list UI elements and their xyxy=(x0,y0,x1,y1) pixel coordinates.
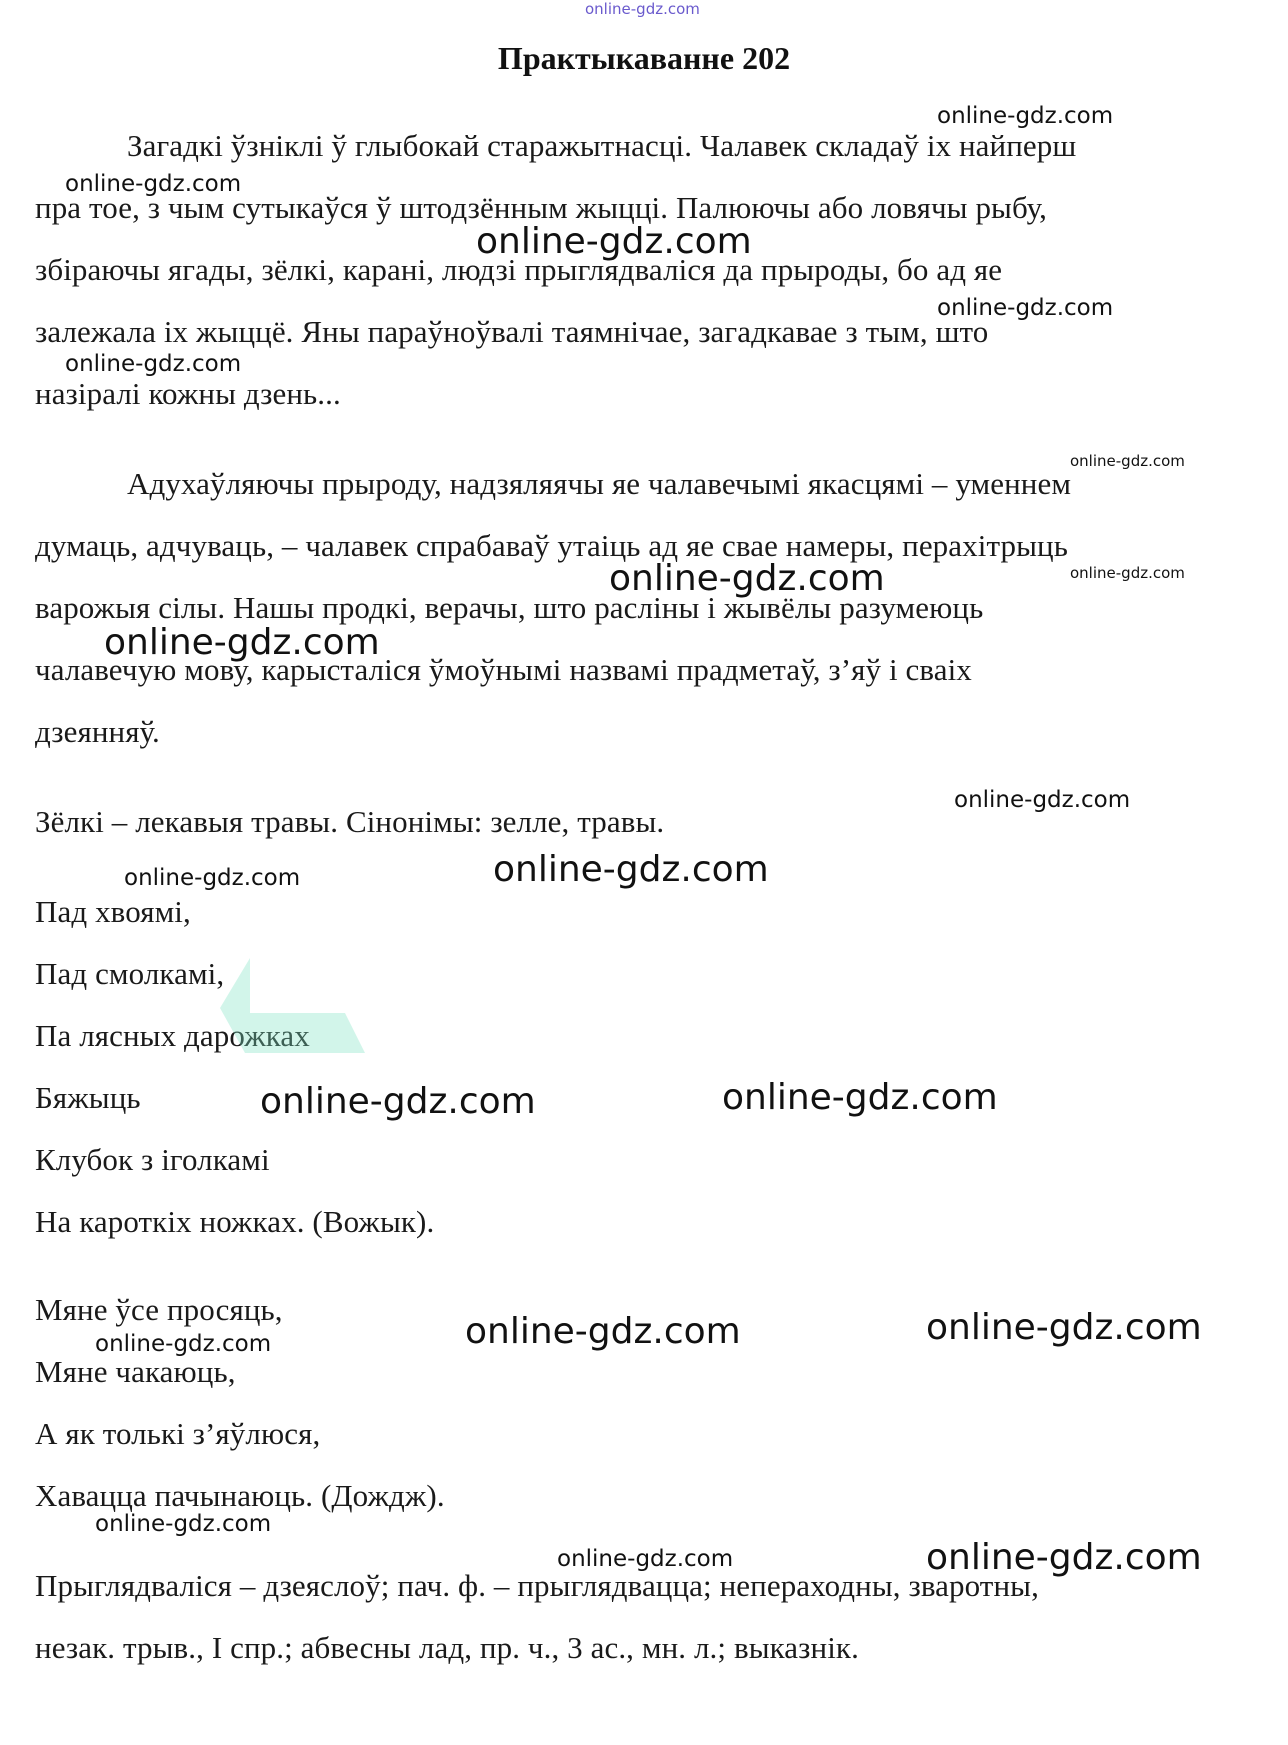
watermark: online-gdz.com xyxy=(124,865,301,891)
watermark: online-gdz.com xyxy=(65,351,242,377)
riddle2-line: А як толькі з’яўлюся, xyxy=(35,1416,321,1451)
riddle1-line: Пад смолкамі, xyxy=(35,956,225,991)
watermark: online-gdz.com xyxy=(609,558,885,599)
paragraph1-line: збіраючы ягады, зёлкі, карані, людзі прыглядваліся да прыроды, бо ад яе xyxy=(35,252,1003,287)
watermark: online-gdz.com xyxy=(95,1511,272,1537)
watermark: online-gdz.com xyxy=(722,1077,998,1118)
riddle2-line: Хавацца пачынаюць. (Дождж). xyxy=(35,1478,445,1513)
watermark: online-gdz.com xyxy=(465,1311,741,1352)
paragraph2-line: дзеянняў. xyxy=(35,714,160,749)
watermark: online-gdz.com xyxy=(65,171,242,197)
riddle2-line: Мяне чакаюць, xyxy=(35,1354,236,1389)
paragraph2-line: Адухаўляючы прыроду, надзяляячы яе чалавечымі якасцямі – уменнем xyxy=(127,466,1072,501)
paragraph1-line: назіралі кожны дзень... xyxy=(35,376,341,411)
analysis-line: незак. трыв., I спр.; абвесны лад, пр. ч., 3 ас., мн. л.; выказнік. xyxy=(35,1630,859,1665)
page-title: Практыкаванне 202 xyxy=(497,40,791,76)
watermark: online-gdz.com xyxy=(1070,452,1185,470)
paragraph1-line: Загадкі ўзніклі ў глыбокай старажытнасці. Чалавек складаў іх найперш xyxy=(127,128,1077,163)
riddle1-line: Клубок з іголкамі xyxy=(35,1142,270,1177)
paragraph2-line: думаць, адчуваць, – чалавек спрабаваў утаіць ад яе свае намеры, перахітрыць xyxy=(35,528,1068,563)
watermark: online-gdz.com xyxy=(476,221,752,262)
watermark: online-gdz.com xyxy=(493,849,769,890)
riddle1-line: Пад хвоямі, xyxy=(35,894,191,929)
watermark: online-gdz.com xyxy=(954,787,1131,813)
watermark: online-gdz.com xyxy=(557,1546,734,1572)
paragraph2-line: варожыя сілы. Нашы продкі, верачы, што расліны і жывёлы разумеюць xyxy=(35,590,984,625)
watermark: online-gdz.com xyxy=(926,1307,1202,1348)
paragraph1-line: пра тое, з чым сутыкаўся ў штодзённым жыцці. Палюючы або ловячы рыбу, xyxy=(35,190,1048,225)
riddle1-line: Бяжыць xyxy=(35,1080,141,1115)
paragraph1-line: залежала іх жыццё. Яны параўноўвалі таямнічае, загадкавае з тым, што xyxy=(35,314,989,349)
synonyms-line: Зёлкі – лекавыя травы. Сінонімы: зелле, травы. xyxy=(35,804,665,839)
watermark: online-gdz.com xyxy=(104,622,380,663)
arrow-icon xyxy=(220,958,370,1058)
watermark: online-gdz.com xyxy=(937,103,1114,129)
riddle2-line: Мяне ўсе просяць, xyxy=(35,1292,283,1327)
riddle1-line: На кароткіх ножках. (Вожык). xyxy=(35,1204,435,1239)
paragraph2-line: чалавечую мову, карысталіся ўмоўнымі назвамі прадметаў, з’яў і сваіх xyxy=(35,652,972,687)
watermark: online-gdz.com xyxy=(260,1081,536,1122)
watermark: online-gdz.com xyxy=(926,1537,1202,1578)
watermark: online-gdz.com xyxy=(95,1331,272,1357)
watermark: online-gdz.com xyxy=(1070,564,1185,582)
watermark: online-gdz.com xyxy=(937,295,1114,321)
analysis-line: Прыглядваліся – дзеяслоў; пач. ф. – прыглядвацца; непераходны, зваротны, xyxy=(35,1568,1039,1603)
watermark-top: online-gdz.com xyxy=(585,0,700,18)
riddle1-line: Па лясных дарожках xyxy=(35,1018,310,1053)
